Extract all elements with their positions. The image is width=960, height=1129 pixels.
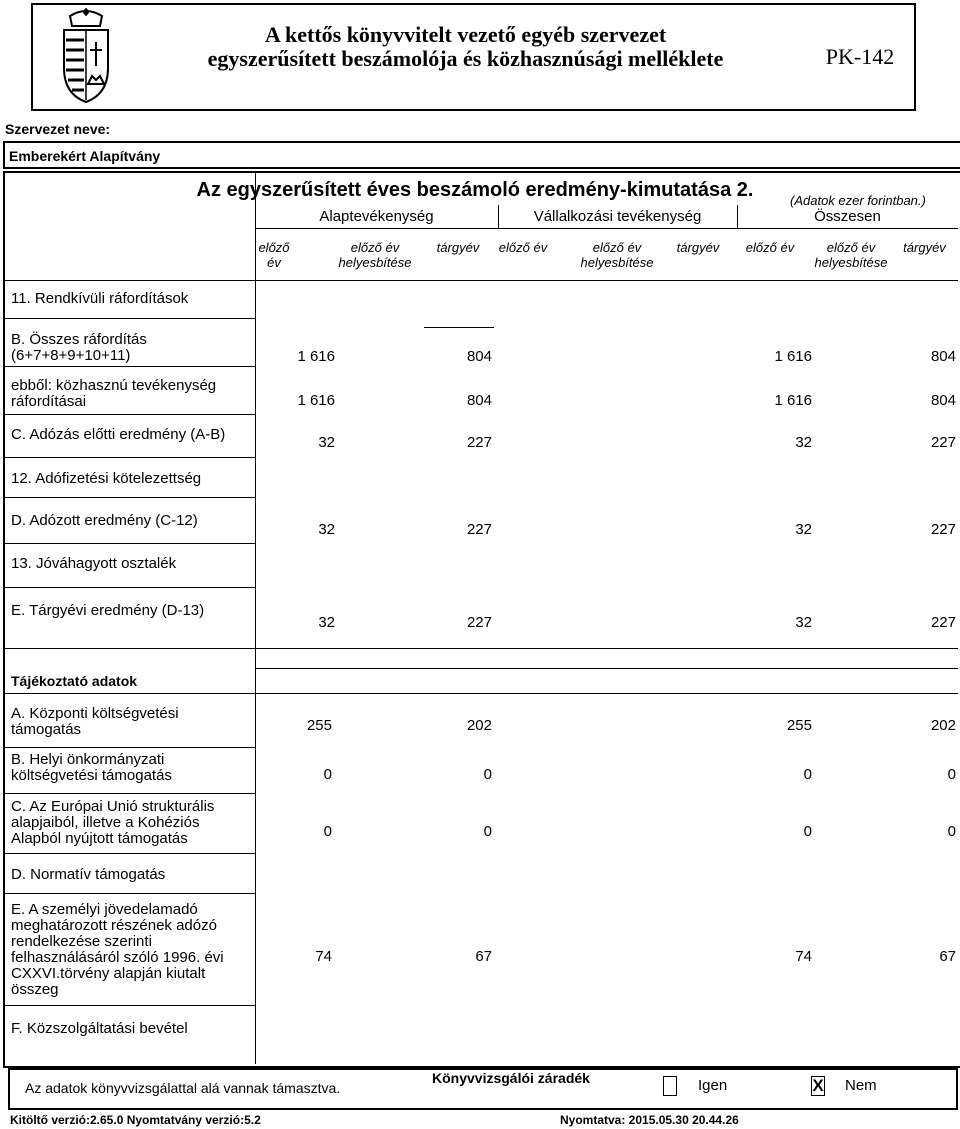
value-cell: 0: [483, 823, 492, 840]
form-title-line2: egyszerűsített beszámolója és közhasznúsági melléklete: [207, 46, 724, 71]
yes-label: Igen: [698, 1077, 728, 1094]
col-header: előző év: [258, 240, 290, 270]
value-cell: 32: [795, 434, 812, 451]
audit-text: Az adatok könyvvizsgálattal alá vannak támasztva.: [25, 1080, 341, 1096]
value-cell: 227: [466, 434, 492, 451]
value-cell: 0: [803, 766, 812, 783]
row-label-12: 12. Adófizetési kötelezettség: [11, 470, 202, 487]
group-osszesen: Összesen: [814, 208, 881, 225]
row-divider: [3, 366, 255, 367]
info-label-B-line2: költségvetési támogatás: [11, 767, 172, 784]
audit-title: Könyvvizsgálói záradék: [432, 1070, 590, 1086]
value-cell: 0: [323, 766, 332, 783]
row-divider: [3, 318, 255, 319]
info-label-C-line2: alapjaiból, illetve a Kohéziós: [11, 814, 200, 831]
info-label-A-line2: támogatás: [11, 721, 82, 738]
info-label-F: F. Közszolgáltatási bevétel: [11, 1020, 188, 1037]
value-cell: 804: [930, 348, 956, 365]
yes-checkbox[interactable]: [663, 1076, 677, 1096]
org-name-value: Emberekért Alapítvány: [9, 148, 161, 164]
value-cell: 32: [795, 614, 812, 631]
info-label-C-line1: C. Az Európai Unió strukturális: [11, 798, 215, 815]
info-label-E-line2: meghatározott részének adózó: [11, 917, 217, 934]
org-name-label: Szervezet neve:: [5, 121, 111, 137]
form-code: PK-142: [825, 44, 895, 69]
info-label-C: [11, 799, 214, 847]
row-divider: [3, 497, 255, 498]
print-timestamp: Nyomtatva: 2015.05.30 20.44.26: [560, 1113, 739, 1127]
row-divider: [3, 747, 255, 748]
col-header: előző év helyesbítése: [814, 240, 888, 270]
form-title-line1: A kettős könyvvitelt vezető egyéb szervezet: [264, 22, 667, 47]
value-cell: 804: [930, 392, 956, 409]
info-label-E-line4: felhasználásáról szóló 1996. évi: [11, 949, 224, 966]
row-divider: [255, 668, 958, 669]
info-label-E-line3: rendelkezése szerinti: [11, 933, 152, 950]
col-header: előző év helyesbítése: [338, 240, 412, 270]
row-divider: [3, 893, 255, 894]
value-cell: 255: [786, 717, 812, 734]
value-cell: 32: [318, 614, 335, 631]
value-cell: 67: [939, 948, 956, 965]
row-label-13: 13. Jóváhagyott osztalék: [11, 555, 177, 572]
value-cell: 32: [318, 521, 335, 538]
row-divider: [3, 543, 255, 544]
no-checkbox[interactable]: X: [812, 1076, 824, 1095]
row-label-B: [11, 332, 147, 364]
value-cell: 0: [483, 766, 492, 783]
col-header: tárgyév: [436, 240, 480, 255]
value-cell: 804: [466, 392, 492, 409]
row-label-E: E. Tárgyévi eredmény (D-13): [11, 602, 205, 619]
value-cell: 0: [947, 823, 956, 840]
info-label-E-line6: összeg: [11, 981, 59, 998]
row-label-C: C. Adózás előtti eredmény (A-B): [11, 426, 226, 443]
section-title: Az egyszerűsített éves beszámoló eredmény-kimutatása 2.: [196, 179, 754, 201]
row-divider: [424, 327, 494, 328]
form-title: [128, 23, 803, 71]
row-divider: [3, 853, 255, 854]
col-header: előző év helyesbítése: [580, 240, 654, 270]
value-cell: 227: [466, 521, 492, 538]
row-divider: [3, 793, 255, 794]
value-cell: 0: [323, 823, 332, 840]
value-cell: 1 616: [297, 348, 335, 365]
version-info: Kitöltő verzió:2.65.0 Nyomtatvány verzió:5.2: [10, 1113, 261, 1127]
row-label-D: D. Adózott eredmény (C-12): [11, 512, 198, 529]
row-label-Bk-line1: ebből: közhasznú tevékenység: [11, 377, 217, 394]
value-cell: 804: [466, 348, 492, 365]
value-cell: 74: [315, 948, 332, 965]
value-cell: 202: [466, 717, 492, 734]
info-label-C-line3: Alapból nyújtott támogatás: [11, 830, 188, 847]
value-cell: 227: [930, 521, 956, 538]
value-cell: 74: [795, 948, 812, 965]
group-vallalkozasi: Vállalkozási tevékenység: [533, 208, 702, 225]
row-label-B-line1: B. Összes ráfordítás: [11, 331, 147, 348]
value-cell: 32: [795, 521, 812, 538]
info-label-A-line1: A. Központi költségvetési: [11, 705, 179, 722]
value-cell: 227: [466, 614, 492, 631]
value-cell: 1 616: [774, 348, 812, 365]
row-divider: [3, 280, 958, 281]
value-cell: 32: [318, 434, 335, 451]
value-cell: 227: [930, 434, 956, 451]
info-label-A: [11, 706, 179, 738]
row-divider: [3, 457, 255, 458]
info-label-D: D. Normatív támogatás: [11, 866, 166, 883]
col-header: tárgyév: [676, 240, 720, 255]
col-header: tárgyév: [903, 240, 946, 255]
value-cell: 0: [803, 823, 812, 840]
value-cell: 1 616: [774, 392, 812, 409]
info-label-B: [11, 752, 172, 784]
row-label-B-kozhasznu: [11, 378, 216, 410]
value-cell: 0: [947, 766, 956, 783]
row-divider: [3, 1005, 255, 1006]
row-label-Bk-line2: ráfordításai: [11, 393, 87, 410]
value-cell: 202: [930, 717, 956, 734]
units-note: (Adatok ezer forintban.): [790, 193, 926, 208]
info-section-title: Tájékoztató adatok: [11, 673, 138, 689]
row-divider: [3, 414, 255, 415]
table-divider: [255, 228, 958, 229]
col-header: előző év: [498, 240, 548, 255]
row-divider: [3, 648, 958, 649]
value-cell: 67: [475, 948, 492, 965]
row-label-11: 11. Rendkívüli ráfordítások: [11, 290, 189, 307]
row-label-B-line2: (6+7+8+9+10+11): [11, 347, 131, 364]
row-divider: [3, 587, 255, 588]
info-label-E: [11, 902, 224, 998]
value-cell: 255: [306, 717, 332, 734]
no-label: Nem: [845, 1077, 877, 1094]
value-cell: 1 616: [297, 392, 335, 409]
hungarian-coat-of-arms-icon: [50, 6, 122, 106]
info-label-E-line5: CXXVI.törvény alapján kiutalt: [11, 965, 206, 982]
col-header: előző év: [745, 240, 795, 255]
group-alaptevekenyseg: Alaptevékenység: [319, 208, 434, 225]
info-label-E-line1: E. A személyi jövedelamadó: [11, 901, 198, 918]
row-divider: [3, 693, 958, 694]
info-label-B-line1: B. Helyi önkormányzati: [11, 751, 165, 768]
value-cell: 227: [930, 614, 956, 631]
